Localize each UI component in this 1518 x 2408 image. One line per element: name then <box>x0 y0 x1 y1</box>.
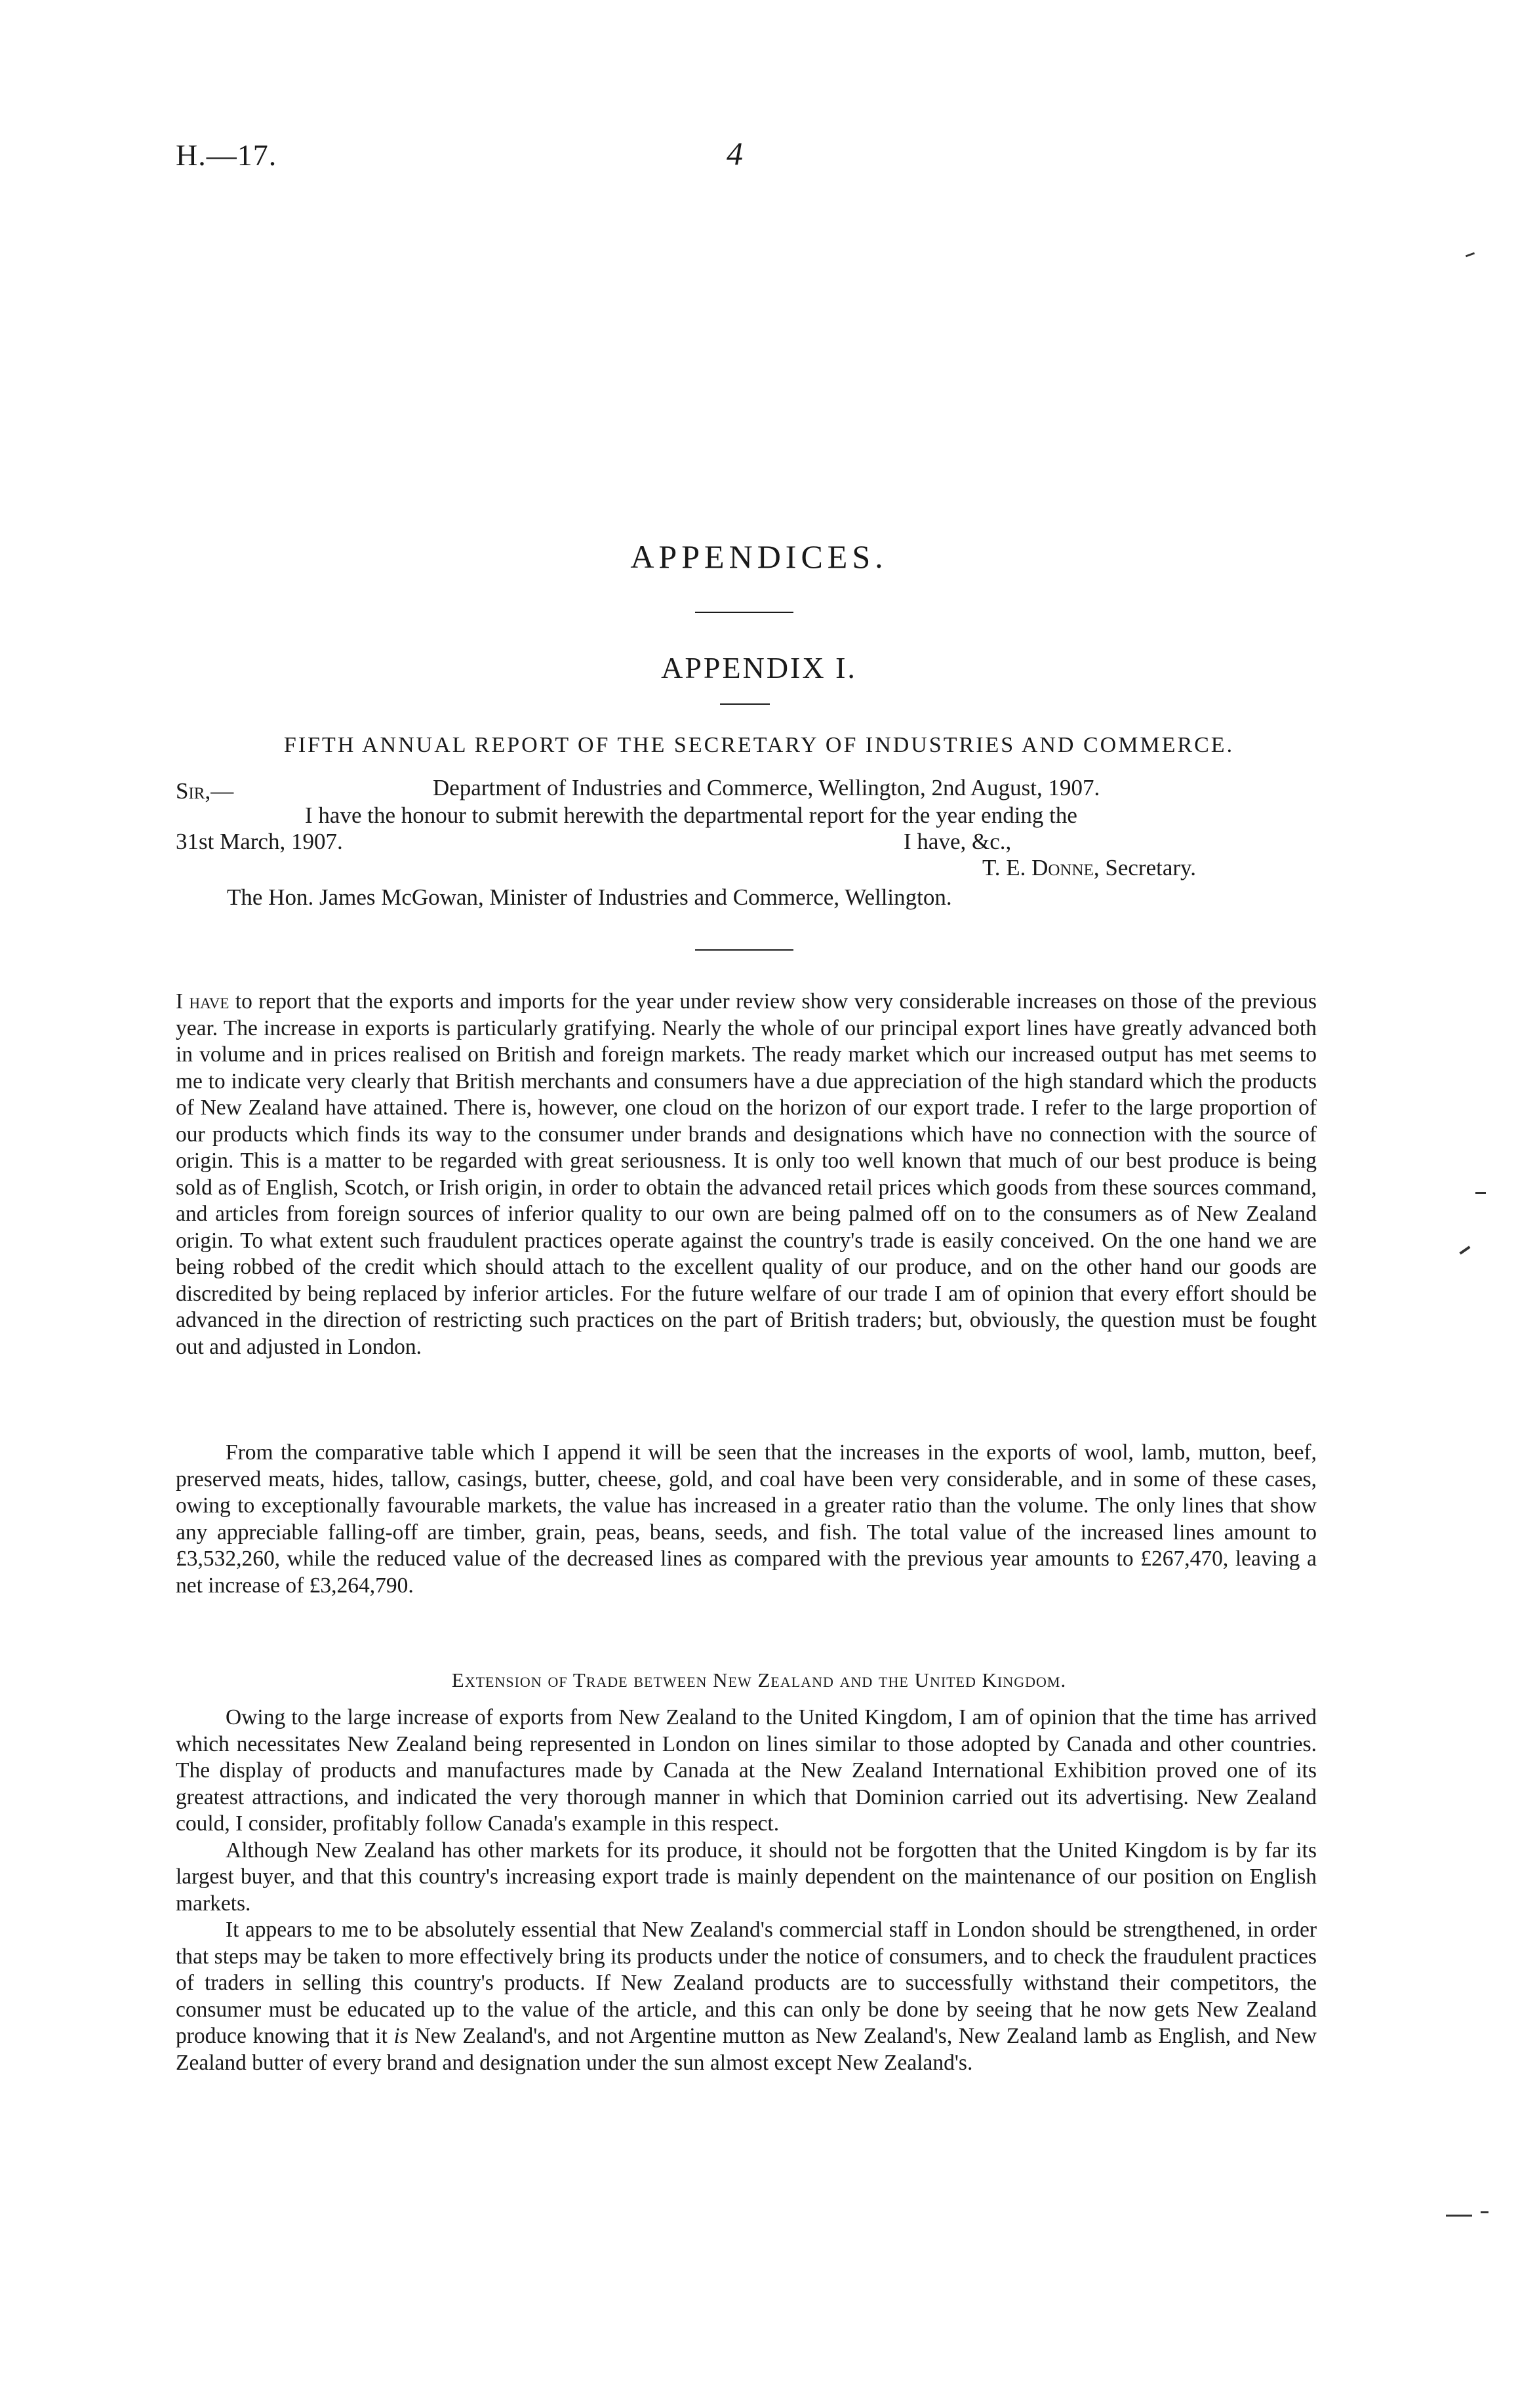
paragraph-lead: I have <box>176 989 230 1014</box>
appendix-title: APPENDIX I. <box>661 651 857 684</box>
margin-mark <box>1481 2211 1488 2213</box>
letter-signature <box>982 855 1196 881</box>
paragraph-text: It appears to me to be absolutely essential that New Zealand's commercial staff in London should be strengthened, in order that steps may be taken to more effectively bring its products under the notice of consumers, and to check the fraudulent practices of traders in selling this country's products. If New Zealand products are to successfully withstand their competitors, the consumer must be educated up to the value of the article, and this can only be done by seeing that he now gets New Zealand produce knowing that it <box>176 1918 1317 2048</box>
section-paragraph-1: Owing to the large increase of exports from New Zealand to the United Kingdom, I am of opinion that the time has arrived which necessitates New Zealand being represented in London on lines similar to those adopted by Canada and other countries. The display of products and manufactures made by Canada at the New Zealand International Exhibition proved one of its greatest attractions, and indicated the very thorough manner in which that Dominion carried out its advertising. New Zealand could, I consider, profitably follow Canada's example in this respect. <box>176 1705 1317 1836</box>
margin-mark <box>1466 252 1475 258</box>
emphasis-text: is <box>393 2024 409 2048</box>
signer-name: T. E. Donne, <box>982 855 1100 880</box>
letter-dept-date: Department of Industries and Commerce, Wellington, 2nd August, 1907. <box>433 775 1100 800</box>
letter-divider <box>695 949 793 951</box>
section-paragraph-3 <box>176 1917 1317 2076</box>
signer-title: Secretary. <box>1105 855 1196 880</box>
margin-mark <box>1475 1192 1486 1194</box>
margin-mark <box>1446 2215 1472 2217</box>
letter-salutation: Sir,— <box>176 778 234 804</box>
section-body <box>176 1705 1317 2076</box>
section-paragraph-2: Although New Zealand has other markets for its produce, it should not be forgotten that the United Kingdom is by far its largest buyer, and that this country's increasing export trade is mainly dependent on the maintenance of our position on English markets. <box>176 1838 1317 1916</box>
report-title: FIFTH ANNUAL REPORT OF THE SECRETARY OF INDUSTRIES AND COMMERCE. <box>283 733 1235 757</box>
paragraph-text: From the comparative table which I append it will be seen that the increases in the exports of wool, lamb, mutton, beef, preserved meats, hides, tallow, casings, butter, cheese, gold, and coal have been very considerable, and in some of these cases, owing to exceptionally favourable markets, the value has increased in a greater ratio than the volume. The only lines that show any appreciable falling-off are timber, grain, peas, beans, seeds, and fish. The total value of the increased lines amount to £3,532,260, while the reduced value of the decreased lines as compared with the previous year amounts to £267,470, leaving a net increase of £3,264,790. <box>176 1440 1317 1598</box>
section-heading: Extension of Trade between New Zealand and the United Kingdom. <box>451 1668 1067 1691</box>
report-paragraph-2 <box>176 1440 1317 1599</box>
letter-honour-line: I have the honour to submit herewith the departmental report for the year ending the <box>305 802 1077 828</box>
margin-mark <box>1459 1246 1470 1255</box>
appendix-divider <box>720 703 770 705</box>
page-number: 4 <box>727 135 743 172</box>
report-paragraph-1 <box>176 989 1317 1360</box>
letter-closing: I have, &c., <box>904 829 1012 854</box>
title-divider <box>695 612 793 613</box>
letter-honour-tail: 31st March, 1907. <box>176 829 343 854</box>
paragraph-text: New Zealand's, and not Argentine mutton as New Zealand's, New Zealand lamb as English, and New Zealand butter of every brand and designation under the sun almost except New Zealand's. <box>176 2024 1317 2075</box>
appendices-title: APPENDICES. <box>630 538 888 575</box>
paragraph-text: to report that the exports and imports for the year under review show very considerable increases on those of the previous year. The increase in exports is particularly gratifying. Nearly the whole of our principal export lines have greatly advanced both in volume and in prices realised on British and foreign markets. The ready market which our increased output has met seems to me to indicate very clearly that British merchants and consumers have a due appreciation of the high standard which the products of New Zealand have attained. There is, however, one cloud on the horizon of our export trade. I refer to the large proportion of our products which finds its way to the consumer under brands and designations which have no connection with the source of origin. This is a matter to be regarded with great seriousness. It is only too well known that much of our best produce is being sold as of English, Scotch, or Irish origin, in order to obtain the advanced retail prices which goods from these sources command, and articles from foreign sources of inferior quality to our own are being palmed off on to the consumers as of New Zealand origin. To what extent such fraudulent practices operate against the country's trade is easily conceived. On the one hand we are being robbed of the credit which should attach to the excellent quality of our produce, and on the other hand our goods are discredited by being replaced by inferior articles. For the future welfare of our trade I am of opinion that every effort should be advanced in the direction of restricting such practices on the part of British traders; but, obviously, the question must be fought out and adjusted in London. <box>176 989 1317 1359</box>
parliamentary-paper-reference: H.—17. <box>176 138 277 172</box>
letter-addressee: The Hon. James McGowan, Minister of Industries and Commerce, Wellington. <box>227 884 952 910</box>
